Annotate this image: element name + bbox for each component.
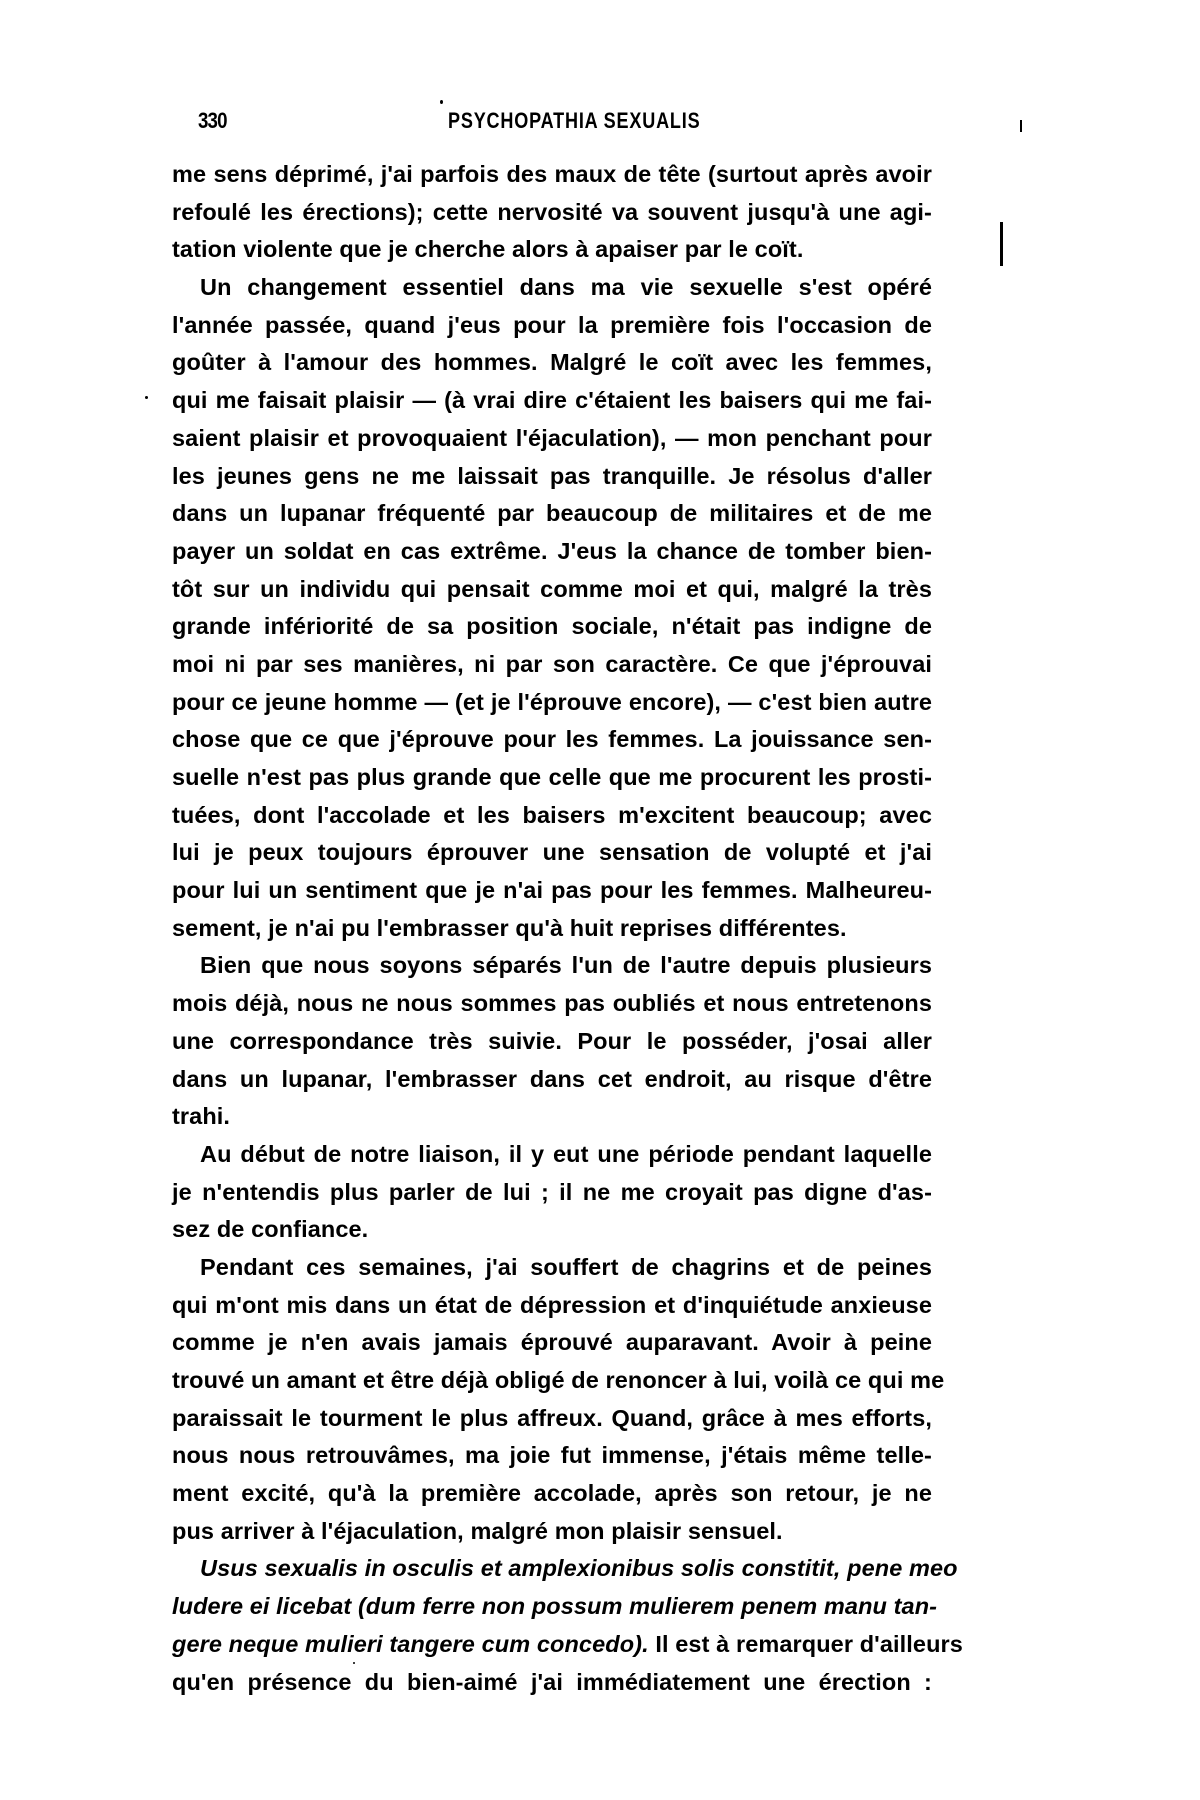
paragraph [172, 1550, 963, 1701]
text-line: suelle n'est pas plus grande que celle que me procurent les prosti- [172, 764, 932, 790]
text-line: une correspondance très suivie. Pour le posséder, j'osai aller [172, 1027, 932, 1054]
print-speck [440, 100, 443, 104]
text-line: Bien que nous soyons séparés l'un de l'autre depuis plusieurs [200, 952, 932, 979]
french-fragment: Il est à remarquer d'ailleurs [648, 1630, 963, 1657]
text-line: moi ni par ses manières, ni par son caractère. Ce que j'éprouvai [172, 650, 932, 677]
text-line: grande infériorité de sa position sociale, n'était pas indigne de [172, 613, 932, 640]
text-line: ment excité, qu'à la première accolade, après son retour, je ne [172, 1480, 932, 1507]
paragraph [172, 156, 932, 269]
text-line: trahi. [172, 1103, 231, 1130]
text-line: les jeunes gens ne me laissait pas tranquille. Je résolus d'aller [172, 462, 932, 489]
text-line: Un changement essentiel dans ma vie sexuelle s'est opéré [200, 274, 932, 301]
text-line: me sens déprimé, j'ai parfois des maux de tête (surtout après avoir [172, 161, 932, 187]
text-line: qu'en présence du bien-aimé j'ai immédiatement une érection : [172, 1668, 932, 1695]
text-line: pus arriver à l'éjaculation, malgré mon plaisir sensuel. [172, 1517, 783, 1544]
text-line: sement, je n'ai pu l'embrasser qu'à huit reprises différentes. [172, 914, 847, 941]
text-line: goûter à l'amour des hommes. Malgré le coït avec les femmes, [172, 349, 932, 376]
paragraph [172, 269, 932, 947]
text-line: pour lui un sentiment que je n'ai pas pour les femmes. Malheureu- [172, 877, 932, 904]
text-line: l'année passée, quand j'eus pour la première fois l'occasion de [172, 311, 932, 338]
page-number: 330 [198, 108, 227, 133]
text-line: nous nous retrouvâmes, ma joie fut immense, j'étais même telle- [172, 1442, 932, 1469]
text-line: qui m'ont mis dans un état de dépression et d'inquiétude anxieuse [172, 1291, 932, 1318]
text-line: dans un lupanar fréquenté par beaucoup de militaires et de me [172, 500, 932, 527]
text-line: qui me faisait plaisir — (à vrai dire c'étaient les baisers qui me fai- [172, 387, 932, 414]
text-line: tuées, dont l'accolade et les baisers m'excitent beaucoup; avec [172, 801, 932, 828]
text-line: Au début de notre liaison, il y eut une période pendant laquelle [200, 1140, 932, 1167]
running-head [198, 108, 938, 138]
margin-tick-mark [1020, 120, 1022, 132]
text-line: dans un lupanar, l'embrasser dans cet endroit, au risque d'être [172, 1065, 932, 1092]
paragraph [172, 1249, 945, 1551]
latin-fragment: gere neque mulieri tangere cum concedo). [172, 1630, 649, 1657]
text-line: mois déjà, nous ne nous sommes pas oubliés et nous entretenons [172, 990, 932, 1017]
text-line: trouvé un amant et être déjà obligé de renoncer à lui, voilà ce qui me [172, 1367, 945, 1393]
mixed-text-line [172, 1626, 963, 1664]
latin-text-line: Usus sexualis in osculis et amplexionibus solis constitit, pene meo [200, 1555, 958, 1582]
text-line: comme je n'en avais jamais éprouvé auparavant. Avoir à peine [172, 1329, 932, 1356]
text-line: paraissait le tourment le plus affreux. Quand, grâce à mes efforts, [172, 1404, 932, 1431]
latin-text-line: ludere ei licebat (dum ferre non possum mulierem penem manu tan- [172, 1593, 938, 1620]
running-title: PSYCHOPATHIA SEXUALIS [448, 108, 701, 133]
text-line: pour ce jeune homme — (et je l'éprouve encore), — c'est bien autre [172, 688, 932, 715]
text-line: saient plaisir et provoquaient l'éjaculation), — mon penchant pour [172, 424, 932, 451]
body-text [172, 156, 963, 1701]
text-line: tation violente que je cherche alors à apaiser par le coït. [172, 236, 804, 263]
text-line: je n'entendis plus parler de lui ; il ne me croyait pas digne d'as- [172, 1178, 932, 1205]
text-line: lui je peux toujours éprouver une sensation de volupté et j'ai [172, 839, 932, 866]
margin-rule-mark [1000, 222, 1003, 266]
text-line: chose que ce que j'éprouve pour les femmes. La jouissance sen- [172, 726, 932, 753]
text-line: tôt sur un individu qui pensait comme moi et qui, malgré la très [172, 575, 932, 602]
text-line: Pendant ces semaines, j'ai souffert de chagrins et de peines [200, 1253, 932, 1280]
text-line: payer un soldat en cas extrême. J'eus la chance de tomber bien- [172, 537, 932, 564]
print-speck [145, 396, 148, 399]
text-line: sez de confiance. [172, 1216, 369, 1243]
paragraph [172, 947, 932, 1135]
paragraph [172, 1136, 932, 1249]
text-line: refoulé les érections); cette nervosité va souvent jusqu'à une agi- [172, 198, 932, 225]
